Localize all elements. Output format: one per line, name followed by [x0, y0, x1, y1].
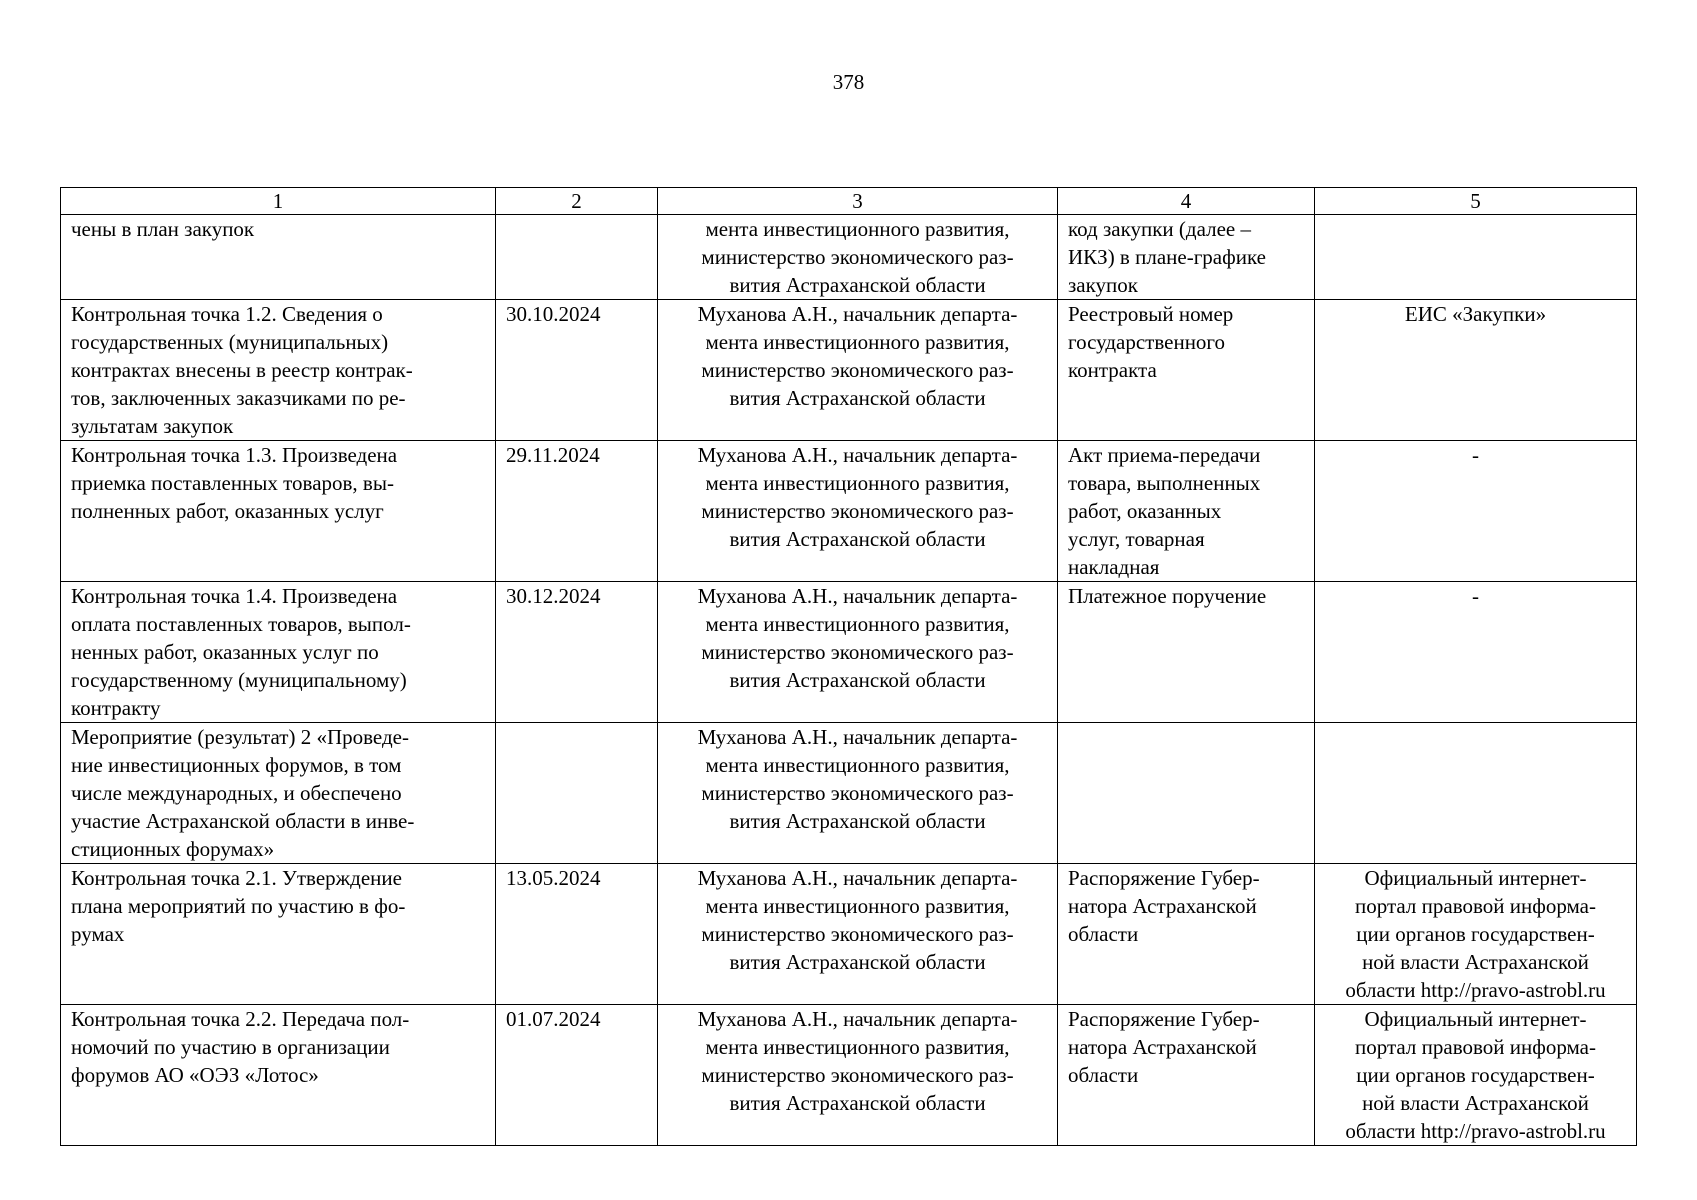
task-cell-line: румах [71, 922, 125, 946]
table-row [61, 582, 1637, 723]
responsible-cell-line: мента инвестиционного развития, [705, 612, 1010, 636]
responsible-cell-line: вития Астраханской области [729, 273, 986, 297]
task-cell [61, 300, 496, 441]
task-cell [61, 864, 496, 1005]
document-cell-line: код закупки (далее – [1068, 217, 1251, 241]
source-cell [1315, 441, 1637, 582]
responsible-cell-line: вития Астраханской области [729, 668, 986, 692]
source-cell-line: - [1472, 443, 1479, 467]
responsible-cell-line: мента инвестиционного развития, [705, 1035, 1010, 1059]
source-cell [1315, 864, 1637, 1005]
document-cell-line: Распоряжение Губер- [1068, 866, 1260, 890]
responsible-cell-line: министерство экономического раз- [701, 640, 1014, 664]
deadline-cell [496, 723, 658, 864]
document-cell-line: контракта [1068, 358, 1157, 382]
responsible-cell-line: мента инвестиционного развития, [705, 894, 1010, 918]
document-cell-line: области [1068, 1063, 1139, 1087]
document-cell-line: Реестровый номер [1068, 302, 1234, 326]
page-number: 378 [832, 70, 865, 94]
responsible-cell-line: Муханова А.Н., начальник департа- [697, 302, 1018, 326]
deadline-cell: 30.10.2024 [496, 300, 658, 441]
source-cell-line: ной власти Астраханской [1362, 1091, 1589, 1115]
column-header-5: 5 [1315, 188, 1637, 215]
responsible-cell [658, 215, 1058, 300]
responsible-cell [658, 1005, 1058, 1146]
document-cell-line: Распоряжение Губер- [1068, 1007, 1260, 1031]
task-cell-line: Контрольная точка 1.4. Произведена [71, 584, 398, 608]
document-cell [1058, 864, 1315, 1005]
task-cell-line: приемка поставленных товаров, вы- [71, 471, 394, 495]
responsible-cell-line: мента инвестиционного развития, [705, 217, 1010, 241]
responsible-cell [658, 300, 1058, 441]
document-cell [1058, 1005, 1315, 1146]
source-cell-line: области http://pravo-astrobl.ru [1345, 978, 1606, 1002]
responsible-cell [658, 441, 1058, 582]
table-row [61, 1005, 1637, 1146]
document-cell-line: товара, выполненных [1068, 471, 1261, 495]
source-cell-line: ции органов государствен- [1356, 922, 1595, 946]
responsible-cell-line: вития Астраханской области [729, 386, 986, 410]
source-cell-line: ЕИС «Закупки» [1404, 302, 1547, 326]
column-header-4: 4 [1058, 188, 1315, 215]
source-cell [1315, 1005, 1637, 1146]
deadline-cell: 01.07.2024 [496, 1005, 658, 1146]
task-cell-line: государственному (муниципальному) [71, 668, 407, 692]
source-cell [1315, 215, 1637, 300]
responsible-cell-line: министерство экономического раз- [701, 781, 1014, 805]
source-cell [1315, 582, 1637, 723]
task-cell-line: государственных (муниципальных) [71, 330, 389, 354]
document-cell-line: натора Астраханской [1068, 894, 1257, 918]
document-cell-line: Акт приема-передачи [1068, 443, 1261, 467]
table-row [61, 215, 1637, 300]
source-cell [1315, 300, 1637, 441]
responsible-cell-line: вития Астраханской области [729, 950, 986, 974]
responsible-cell-line: мента инвестиционного развития, [705, 471, 1010, 495]
document-cell-line: накладная [1068, 555, 1160, 579]
task-cell-line: чены в план закупок [71, 217, 255, 241]
task-cell-line: оплата поставленных товаров, выпол- [71, 612, 411, 636]
table-header-row [61, 188, 1637, 215]
responsible-cell-line: министерство экономического раз- [701, 245, 1014, 269]
task-cell-line: контрактах внесены в реестр контрак- [71, 358, 413, 382]
responsible-cell [658, 723, 1058, 864]
table-body [61, 215, 1637, 1146]
column-header-1: 1 [61, 188, 496, 215]
task-cell-line: полненных работ, оказанных услуг [71, 499, 384, 523]
document-cell [1058, 582, 1315, 723]
column-header-3: 3 [658, 188, 1058, 215]
task-cell-line: Контрольная точка 2.1. Утверждение [71, 866, 402, 890]
deadline-cell: 13.05.2024 [496, 864, 658, 1005]
column-header-2: 2 [496, 188, 658, 215]
source-cell [1315, 723, 1637, 864]
task-cell-line: ние инвестиционных форумов, в том [71, 753, 402, 777]
document-cell [1058, 300, 1315, 441]
task-cell-line: номочий по участию в организации [71, 1035, 390, 1059]
task-cell-line: Мероприятие (результат) 2 «Проведе- [71, 725, 409, 749]
source-cell-line: Официальный интернет- [1364, 866, 1587, 890]
task-cell [61, 582, 496, 723]
responsible-cell [658, 582, 1058, 723]
table-row [61, 441, 1637, 582]
document-cell-line: области [1068, 922, 1139, 946]
responsible-cell-line: Муханова А.Н., начальник департа- [697, 584, 1018, 608]
task-cell-line: Контрольная точка 1.2. Сведения о [71, 302, 383, 326]
task-cell [61, 723, 496, 864]
task-cell-line: Контрольная точка 1.3. Произведена [71, 443, 398, 467]
responsible-cell-line: министерство экономического раз- [701, 358, 1014, 382]
responsible-cell [658, 864, 1058, 1005]
source-cell-line: Официальный интернет- [1364, 1007, 1587, 1031]
document-cell-line: государственного [1068, 330, 1226, 354]
deadline-cell [496, 215, 658, 300]
responsible-cell-line: министерство экономического раз- [701, 922, 1014, 946]
schedule-table [60, 187, 1637, 1146]
source-cell-line: портал правовой информа- [1355, 1035, 1596, 1059]
task-cell-line: тов, заключенных заказчиками по ре- [71, 386, 406, 410]
table-row [61, 300, 1637, 441]
task-cell-line: участие Астраханской области в инве- [71, 809, 415, 833]
task-cell [61, 441, 496, 582]
document-cell-line: закупок [1068, 273, 1138, 297]
source-cell-line: портал правовой информа- [1355, 894, 1596, 918]
responsible-cell-line: Муханова А.Н., начальник департа- [697, 866, 1018, 890]
responsible-cell-line: Муханова А.Н., начальник департа- [697, 725, 1018, 749]
task-cell-line: ненных работ, оказанных услуг по [71, 640, 379, 664]
responsible-cell-line: Муханова А.Н., начальник департа- [697, 1007, 1018, 1031]
table-row [61, 723, 1637, 864]
task-cell-line: стиционных форумах» [71, 837, 275, 861]
responsible-cell-line: мента инвестиционного развития, [705, 753, 1010, 777]
deadline-cell: 30.12.2024 [496, 582, 658, 723]
responsible-cell-line: вития Астраханской области [729, 1091, 986, 1115]
task-cell [61, 215, 496, 300]
responsible-cell-line: министерство экономического раз- [701, 1063, 1014, 1087]
task-cell-line: Контрольная точка 2.2. Передача пол- [71, 1007, 410, 1031]
source-cell-line: ции органов государствен- [1356, 1063, 1595, 1087]
document-cell-line: ИКЗ) в плане-графике [1068, 245, 1266, 269]
document-cell-line: услуг, товарная [1068, 527, 1205, 551]
document-cell-line: натора Астраханской [1068, 1035, 1257, 1059]
document-cell [1058, 215, 1315, 300]
responsible-cell-line: мента инвестиционного развития, [705, 330, 1010, 354]
deadline-cell: 29.11.2024 [496, 441, 658, 582]
responsible-cell-line: вития Астраханской области [729, 809, 986, 833]
task-cell-line: плана мероприятий по участию в фо- [71, 894, 406, 918]
source-cell-line: ной власти Астраханской [1362, 950, 1589, 974]
document-cell [1058, 441, 1315, 582]
table-row [61, 864, 1637, 1005]
document-cell-line: работ, оказанных [1068, 499, 1222, 523]
task-cell-line: зультатам закупок [71, 414, 234, 438]
responsible-cell-line: Муханова А.Н., начальник департа- [697, 443, 1018, 467]
task-cell-line: числе международных, и обеспечено [71, 781, 402, 805]
responsible-cell-line: вития Астраханской области [729, 527, 986, 551]
source-cell-line: области http://pravo-astrobl.ru [1345, 1119, 1606, 1143]
task-cell-line: контракту [71, 696, 161, 720]
document-cell-line: Платежное поручение [1068, 584, 1267, 608]
task-cell [61, 1005, 496, 1146]
document-cell [1058, 723, 1315, 864]
source-cell-line: - [1472, 584, 1479, 608]
task-cell-line: форумов АО «ОЭЗ «Лотос» [71, 1063, 319, 1087]
responsible-cell-line: министерство экономического раз- [701, 499, 1014, 523]
